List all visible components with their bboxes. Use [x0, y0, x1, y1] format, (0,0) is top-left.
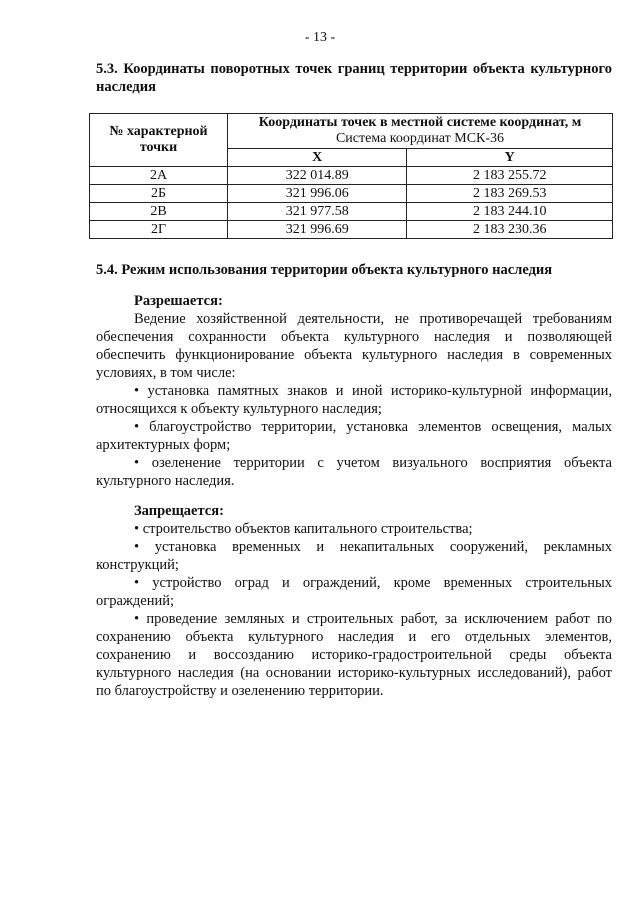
table-header-point-label: № характерной точки [109, 124, 208, 155]
allowed-section [96, 292, 612, 490]
table-cell-x: 322 014.89 [228, 167, 407, 185]
table-row [90, 167, 613, 185]
forbidden-heading: Запрещается: [134, 503, 224, 519]
table-cell-point: 2А [90, 167, 228, 185]
table-cell-x: 321 977.58 [228, 203, 407, 221]
table-row [90, 203, 613, 221]
table-header-coords [228, 114, 613, 149]
section-5-3-title: 5.3. Координаты поворотных точек границ территории объекта культурного наследия [96, 61, 612, 95]
table-cell-point: 2Г [90, 221, 228, 239]
forbidden-item: • строительство объектов капитального строительства; [134, 521, 473, 537]
table-cell-x: 321 996.69 [228, 221, 407, 239]
table-header-coords-system: Система координат МСК-36 [335, 131, 505, 146]
allowed-heading: Разрешается: [134, 293, 223, 309]
forbidden-item: • установка временных и некапитальных сооружений, рекламных конструкций; [96, 539, 612, 573]
coordinates-table [89, 113, 613, 239]
allowed-item: • установка памятных знаков и иной историко-культурной информации, относящихся к объекту культурного наследия; [96, 383, 612, 417]
allowed-intro: Ведение хозяйственной деятельности, не противоречащей требованиям обеспечения сохранности объекта культурного наследия и позволяющей обеспечить функционирование объекта культурного наследия в современных условиях, в том числе: [96, 311, 612, 381]
table-cell-y: 2 183 269.53 [407, 185, 613, 203]
table-cell-x: 321 996.06 [228, 185, 407, 203]
table-header-coords-title: Координаты точек в местной системе координат, м [258, 115, 582, 130]
table-header-y: Y [407, 149, 613, 167]
table-cell-point: 2В [90, 203, 228, 221]
allowed-item: • благоустройство территории, установка элементов освещения, малых архитектурных форм; [96, 419, 612, 453]
forbidden-item: • устройство оград и ограждений, кроме временных строительных ограждений; [96, 575, 612, 609]
table-cell-y: 2 183 255.72 [407, 167, 613, 185]
table-row [90, 185, 613, 203]
table-header-point [90, 114, 228, 167]
table-cell-y: 2 183 244.10 [407, 203, 613, 221]
page-number: - 13 - [304, 30, 336, 45]
allowed-item: • озеленение территории с учетом визуального восприятия объекта культурного наследия. [96, 455, 612, 489]
forbidden-section [96, 502, 612, 700]
forbidden-item: • проведение земляных и строительных работ, за исключением работ по сохранению объекта культурного наследия и его отдельных элементов, сохранению и воссозданию историко-градостроительной среды объекта культурного наследия (на основании историко-культурных исследований), работ по благоустройству и озеленению территории. [96, 611, 612, 699]
section-5-4-title: 5.4. Режим использования территории объекта культурного наследия [96, 262, 553, 278]
table-row [90, 221, 613, 239]
table-cell-y: 2 183 230.36 [407, 221, 613, 239]
table-header-x: X [228, 149, 407, 167]
table-cell-point: 2Б [90, 185, 228, 203]
